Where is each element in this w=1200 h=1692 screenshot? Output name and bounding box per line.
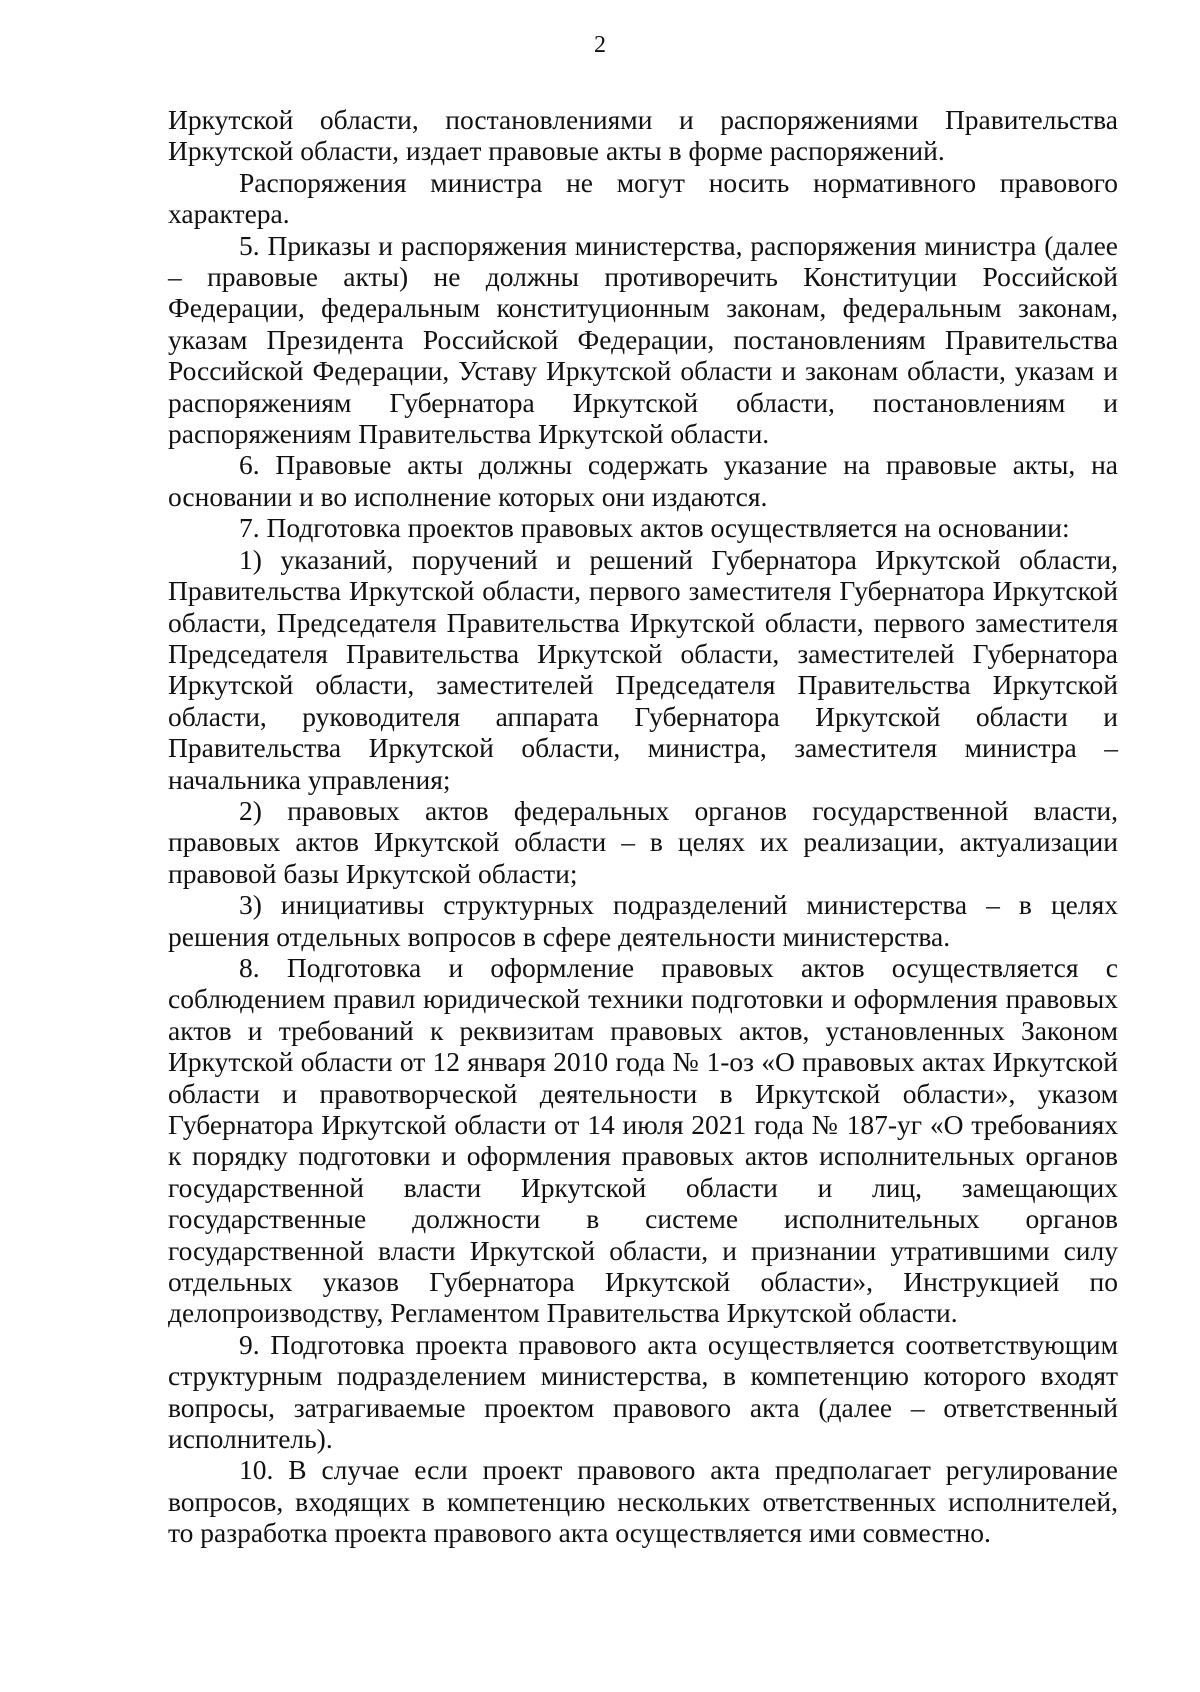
- paragraph-item-5: 5. Приказы и распоряжения министерства, распоряжения министра (далее – правовые акты) не должны противоречить Конституции Российской Федерации, федеральным конституционным законам, федеральным законам, указам Президента Российской Федерации, постановлениям Правительства Российской Федерации, Уставу Иркутской области и законам области, указам и распоряжениям Губернатора Иркутской области, постановлениям и распоряжениям Правительства Иркутской области.: [168, 229, 1118, 450]
- paragraph-item-6: 6. Правовые акты должны содержать указание на правовые акты, на основании и во исполнение которых они издаются.: [168, 449, 1118, 512]
- paragraph-continuation: Иркутской области, постановлениями и распоряжениями Правительства Иркутской области, издает правовые акты в форме распоряжений.: [168, 104, 1118, 167]
- page-number: 2: [594, 32, 606, 58]
- document-body: [168, 104, 1118, 1549]
- paragraph-item-7-3: 3) инициативы структурных подразделений министерства – в целях решения отдельных вопросов в сфере деятельности министерства.: [168, 889, 1118, 952]
- paragraph-item-10: 10. В случае если проект правового акта предполагает регулирование вопросов, входящих в компетенцию нескольких ответственных исполнителей, то разработка проекта правового акта осуществляется ими совместно.: [168, 1454, 1118, 1549]
- paragraph-item-7-1: 1) указаний, поручений и решений Губернатора Иркутской области, Правительства Иркутской области, первого заместителя Губернатора Иркутской области, Председателя Правительства Иркутской области, первого заместителя Председателя Правительства Иркутской области, заместителей Губернатора Иркутской области, заместителей Председателя Правительства Иркутской области, руководителя аппарата Губернатора Иркутской области и Правительства Иркутской области, министра, заместителя министра – начальника управления;: [168, 543, 1118, 795]
- paragraph-item-9: 9. Подготовка проекта правового акта осуществляется соответствующим структурным подразделением министерства, в компетенцию которого входят вопросы, затрагиваемые проектом правового акта (далее – ответственный исполнитель).: [168, 1328, 1118, 1455]
- paragraph-item-7-2: 2) правовых актов федеральных органов государственной власти, правовых актов Иркутской области – в целях их реализации, актуализации правовой базы Иркутской области;: [168, 794, 1118, 889]
- paragraph-item-7: 7. Подготовка проектов правовых актов осуществляется на основании:: [239, 512, 1070, 544]
- paragraph-minister-orders: Распоряжения министра не могут носить нормативного правового характера.: [168, 166, 1118, 230]
- paragraph-item-8: 8. Подготовка и оформление правовых актов осуществляется с соблюдением правил юридической техники подготовки и оформления правовых актов и требований к реквизитам правовых актов, установленных Законом Иркутской области от 12 января 2010 года № 1-оз «О правовых актах Иркутской области и правотворческой деятельности в Иркутской области», указом Губернатора Иркутской области от 14 июля 2021 года № 187-уг «О требованиях к порядку подготовки и оформления правовых актов исполнительных органов государственной власти Иркутской области и лиц, замещающих государственные должности в системе исполнительных органов государственной власти Иркутской области, и признании утратившими силу отдельных указов Губернатора Иркутской области», Инструкцией по делопроизводству, Регламентом Правительства Иркутской области.: [168, 951, 1118, 1329]
